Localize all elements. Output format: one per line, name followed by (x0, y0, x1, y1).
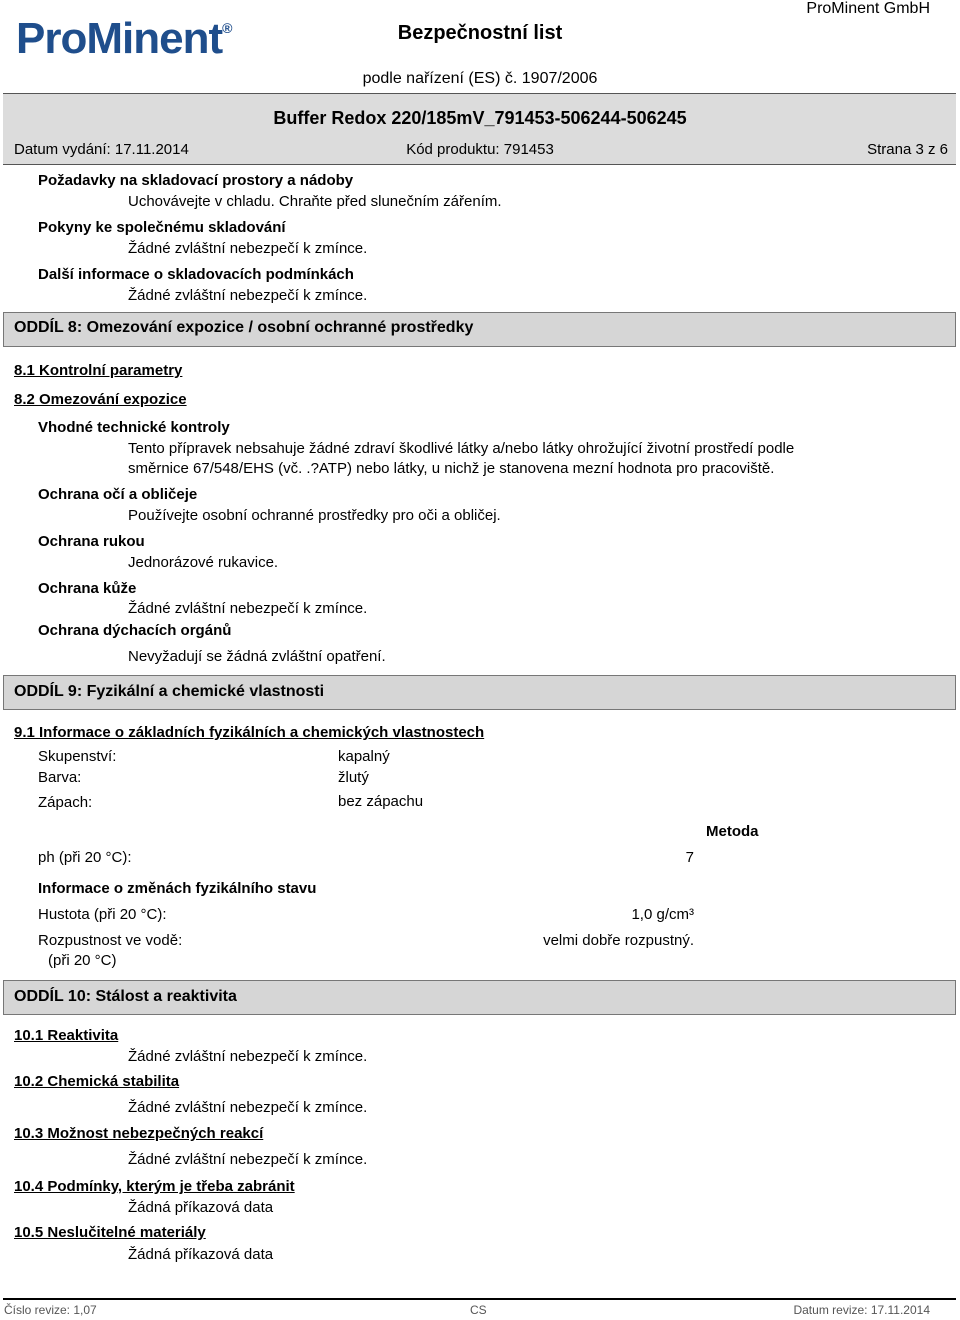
state-label: Skupenství: (38, 748, 117, 765)
skin-protection-label: Ochrana kůže (38, 580, 137, 597)
density-value: 1,0 g/cm³ (631, 906, 694, 923)
incompatible-materials-text: Žádná příkazová data (128, 1246, 274, 1263)
hand-protection-text: Jednorázové rukavice. (128, 554, 279, 571)
registered-mark: ® (222, 20, 232, 36)
storage-common-text: Žádné zvláštní nebezpečí k zmínce. (128, 240, 368, 257)
company-name: ProMinent GmbH (806, 0, 930, 17)
language-code: CS (470, 1303, 487, 1317)
section9-sub1: 9.1 Informace o základních fyzikálních a chemických vlastnostech (14, 724, 485, 741)
tech-controls-label: Vhodné technické kontroly (38, 419, 230, 436)
chemical-stability-text: Žádné zvláštní nebezpečí k zmínce. (128, 1099, 368, 1116)
issue-date: Datum vydání: 17.11.2014 (14, 141, 189, 158)
revision-number: Číslo revize: 1,07 (4, 1303, 97, 1317)
storage-other-label: Další informace o skladovacích podmínkách (38, 266, 354, 283)
phys-change-label: Informace o změnách fyzikálního stavu (38, 880, 317, 897)
solubility-value: velmi dobře rozpustný. (543, 932, 694, 949)
hazardous-reactions-text: Žádné zvláštní nebezpečí k zmínce. (128, 1151, 368, 1168)
conditions-to-avoid-heading: 10.4 Podmínky, kterým je třeba zabránit (14, 1178, 295, 1195)
logo-text: ProMinent (16, 14, 223, 63)
conditions-to-avoid-text: Žádná příkazová data (128, 1199, 274, 1216)
eye-protection-label: Ochrana očí a obličeje (38, 486, 198, 503)
section8-title: ODDÍL 8: Omezování expozice / osobní ochranné prostředky (14, 319, 474, 336)
tech-controls-line1: Tento přípravek nebsahuje žádné zdraví škodlivé látky a/nebo látky ohrožující životní prostředí podle (128, 440, 795, 457)
storage-req-text: Uchovávejte v chladu. Chraňte před slunečním zářením. (128, 193, 502, 210)
respiratory-protection-text: Nevyžadují se žádná zvláštní opatření. (128, 648, 386, 665)
incompatible-materials-heading: 10.5 Neslučitelné materiály (14, 1224, 206, 1241)
product-name: Buffer Redox 220/185mV_791453-506244-506245 (273, 108, 687, 128)
ph-label: ph (při 20 °C): (38, 849, 132, 866)
storage-req-label: Požadavky na skladovací prostory a nádoby (38, 172, 354, 189)
section8-sub2: 8.2 Omezování expozice (14, 391, 187, 408)
product-code: Kód produktu: 791453 (406, 141, 554, 158)
odor-value: bez zápachu (338, 793, 424, 810)
solubility-condition: (při 20 °C) (48, 952, 117, 969)
color-label: Barva: (38, 769, 82, 786)
revision-date: Datum revize: 17.11.2014 (793, 1303, 930, 1317)
hazardous-reactions-heading: 10.3 Možnost nebezpečných reakcí (14, 1125, 264, 1142)
section8-sub1: 8.1 Kontrolní parametry (14, 362, 183, 379)
storage-common-label: Pokyny ke společnému skladování (38, 219, 286, 236)
chemical-stability-heading: 10.2 Chemická stabilita (14, 1073, 180, 1090)
method-header: Metoda (706, 823, 759, 840)
reactivity-text: Žádné zvláštní nebezpečí k zmínce. (128, 1048, 368, 1065)
eye-protection-text: Používejte osobní ochranné prostředky pro oči a obličej. (128, 507, 501, 524)
document-title: Bezpečnostní list (397, 22, 563, 44)
footer-divider (3, 1298, 956, 1300)
odor-label: Zápach: (38, 794, 93, 811)
section10-title: ODDÍL 10: Stálost a reaktivita (14, 988, 237, 1005)
section9-title: ODDÍL 9: Fyzikální a chemické vlastnosti (14, 683, 325, 700)
reactivity-heading: 10.1 Reaktivita (14, 1027, 119, 1044)
respiratory-protection-label: Ochrana dýchacích orgánů (38, 622, 232, 639)
hand-protection-label: Ochrana rukou (38, 533, 145, 550)
color-value: žlutý (338, 769, 369, 786)
skin-protection-text: Žádné zvláštní nebezpečí k zmínce. (128, 600, 368, 617)
storage-other-text: Žádné zvláštní nebezpečí k zmínce. (128, 287, 368, 304)
density-label: Hustota (při 20 °C): (38, 906, 167, 923)
ph-value: 7 (685, 849, 694, 866)
state-value: kapalný (338, 748, 390, 765)
regulation: podle nařízení (ES) č. 1907/2006 (362, 70, 598, 87)
tech-controls-line2: směrnice 67/548/EHS (vč. .?ATP) nebo látky, u nichž je stanovena mezní hodnota pro pracoviště. (128, 460, 775, 477)
solubility-label: Rozpustnost ve vodě: (38, 932, 183, 949)
page-number: Strana 3 z 6 (867, 141, 948, 158)
